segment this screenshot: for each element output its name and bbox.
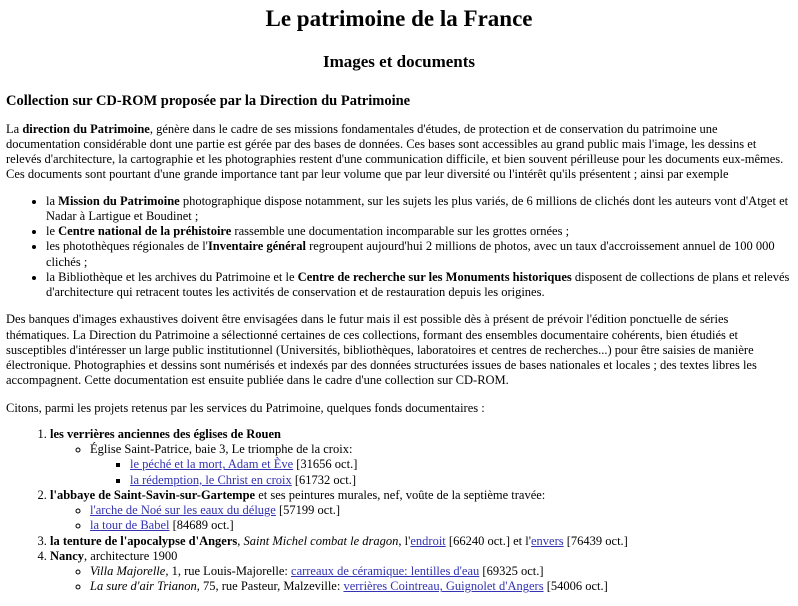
list-item — [46, 194, 792, 225]
intro-bold-term: direction du Patrimoine — [22, 121, 150, 136]
body-paragraph-3: Citons, parmi les projets retenus par les services du Patrimoine, quelques fonds documentaires : — [6, 400, 485, 415]
list-item — [46, 239, 792, 270]
intro-lead: La — [6, 121, 23, 136]
page-title: Le patrimoine de la France — [265, 6, 533, 31]
link-endroit[interactable]: endroit — [410, 533, 446, 548]
fonds-item-1-title: les verrières anciennes des églises de Rouen — [50, 426, 281, 441]
section-heading: Collection sur CD-ROM proposée par la Direction du Patrimoine — [6, 92, 411, 109]
fonds-item-1 — [50, 427, 792, 488]
fonds-item-3-title: la tenture de l'apocalypse d'Angers — [50, 533, 238, 548]
link-arche-de-noe[interactable]: l'arche de Noé sur les eaux du déluge — [90, 503, 276, 518]
link-note: [61732 oct.] — [294, 472, 356, 487]
body-paragraph-2: Des banques d'images exhaustives doivent être envisagées dans le futur mais il est possible dès à présent de prévoir l'édition ponctuelle de séries thématiques. La Direction du Patrimoine a sélectionné certaines de ces collections, formant des ensembles documentaire cohérents, bien étudiés et susceptibles d'intéresser un large public institutionnel (Universités, bibliothèques, laboratoires et centres de recherches...) pour être saisies de manière électronique. Photographies et dessins sont numérisés et indexés par des données structurées issues de bases nationales et locales ; des textes libres les accompagnent. Cette documentation est ensuite publiée dans le cadre d'une collection sur CD-ROM. — [6, 312, 757, 388]
eglise-label: Église Saint-Patrice, baie 3, Le triomphe de la croix: — [90, 442, 353, 457]
list-item — [46, 270, 792, 301]
list-item — [90, 518, 792, 533]
link-note: [84689 oct.] — [172, 518, 234, 533]
bullet-post: disposent de collections de plans et relevés d'architecture qui retracent toutes les activités de conservation et de restauration depuis les origines. — [46, 269, 790, 300]
fonds-documentaires-list — [6, 427, 792, 595]
bullet-pre: la — [46, 193, 59, 208]
sep: , l' — [398, 533, 411, 548]
intro-rest: , génère dans le cadre de ses missions fondamentales d'études, de protection et de conservation du patrimoine une documentation considérable dont une partie est gérée par des bases de données. Ces bases sont accessibles au grand public mais l'image, les dessins et relevés d'architecture, la cartographie et les photographies restent d'une communication difficile, et bien souvent périlleuse pour les documents eux-mêmes. Ces documents sont pourtant d'une grande importance tant par leur volume que par leur diversité ou l'intérêt qu'ils présentent ; ainsi par exemple — [6, 121, 784, 182]
fonds-item-2-title: l'abbaye de Saint-Savin-sur-Gartempe — [50, 487, 256, 502]
fonds-item-2-sublist — [50, 503, 792, 534]
trianon-italic: La sure d'air Trianon — [90, 579, 197, 594]
link-note: [66240 oct.] et l' — [445, 533, 531, 548]
list-item — [90, 564, 792, 579]
bullet-pre: le — [46, 224, 59, 239]
intro-paragraph — [6, 122, 792, 183]
fonds-item-2-rest: et ses peintures murales, nef, voûte de la septième travée: — [255, 487, 546, 502]
link-note: [57199 oct.] — [278, 503, 341, 518]
fonds-item-4-sublist — [50, 564, 792, 595]
link-le-peche-et-la-mort[interactable]: le péché et la mort, Adam et Ève — [130, 457, 294, 472]
list-item — [130, 457, 792, 472]
bullet-post: rassemble une documentation incomparable sur les grottes ornées ; — [231, 224, 570, 239]
bullet-post: photographique dispose notamment, sur les sujets les plus variés, de 6 millions de clichés dont les auteurs vont d'Atget et Nadar à Lartigue et Boudinet ; — [46, 193, 789, 223]
fonds-item-3 — [50, 534, 792, 549]
fonds-item-1-sublist — [50, 442, 792, 488]
sep: , — [237, 533, 244, 548]
link-note: [69325 oct.] — [479, 564, 544, 579]
fonds-item-3-italic: Saint Michel combat le dragon — [243, 533, 399, 548]
link-note: [54006 oct.] — [543, 579, 608, 594]
page-subtitle: Images et documents — [322, 52, 476, 72]
fonds-item-4 — [50, 549, 792, 595]
link-envers[interactable]: envers — [531, 533, 564, 548]
link-note: [76439 oct.] — [563, 533, 628, 548]
link-verrieres-cointreau[interactable]: verrières Cointreau, Guignolet d'Angers — [343, 579, 544, 594]
bullet-bold: Centre de recherche sur les Monuments historiques — [297, 269, 572, 284]
bullet-bold: Mission du Patrimoine — [58, 193, 180, 208]
list-item — [46, 224, 792, 239]
bullet-post: regroupent aujourd'hui 2 millions de photos, avec un taux d'accroissement annuel de 100 000 clichés ; — [46, 239, 775, 269]
link-la-redemption[interactable]: la rédemption, le Christ en croix — [130, 472, 292, 487]
list-item — [90, 503, 792, 518]
list-item — [90, 442, 792, 488]
link-note: [31656 oct.] — [296, 457, 358, 472]
link-carreaux-de-ceramique[interactable]: carreaux de céramique: lentilles d'eau — [291, 564, 480, 579]
address-text: , 75, rue Pasteur, Malzeville: — [196, 579, 344, 594]
villa-majorelle-italic: Villa Majorelle — [90, 564, 166, 579]
bullet-pre: les photothèques régionales de l' — [46, 239, 208, 254]
capabilities-list — [6, 194, 792, 301]
bullet-bold: Inventaire général — [207, 239, 306, 254]
bullet-bold: Centre national de la préhistoire — [58, 224, 232, 239]
fonds-item-4-rest: , architecture 1900 — [84, 548, 178, 563]
list-item — [130, 473, 792, 488]
fonds-item-4-title: Nancy — [50, 548, 85, 563]
eglise-link-list — [90, 457, 792, 488]
list-item — [90, 579, 792, 594]
fonds-item-2 — [50, 488, 792, 534]
address-text: , 1, rue Louis-Majorelle: — [165, 564, 292, 579]
bullet-pre: la Bibliothèque et les archives du Patrimoine et le — [46, 269, 298, 284]
link-tour-de-babel[interactable]: la tour de Babel — [90, 518, 170, 533]
